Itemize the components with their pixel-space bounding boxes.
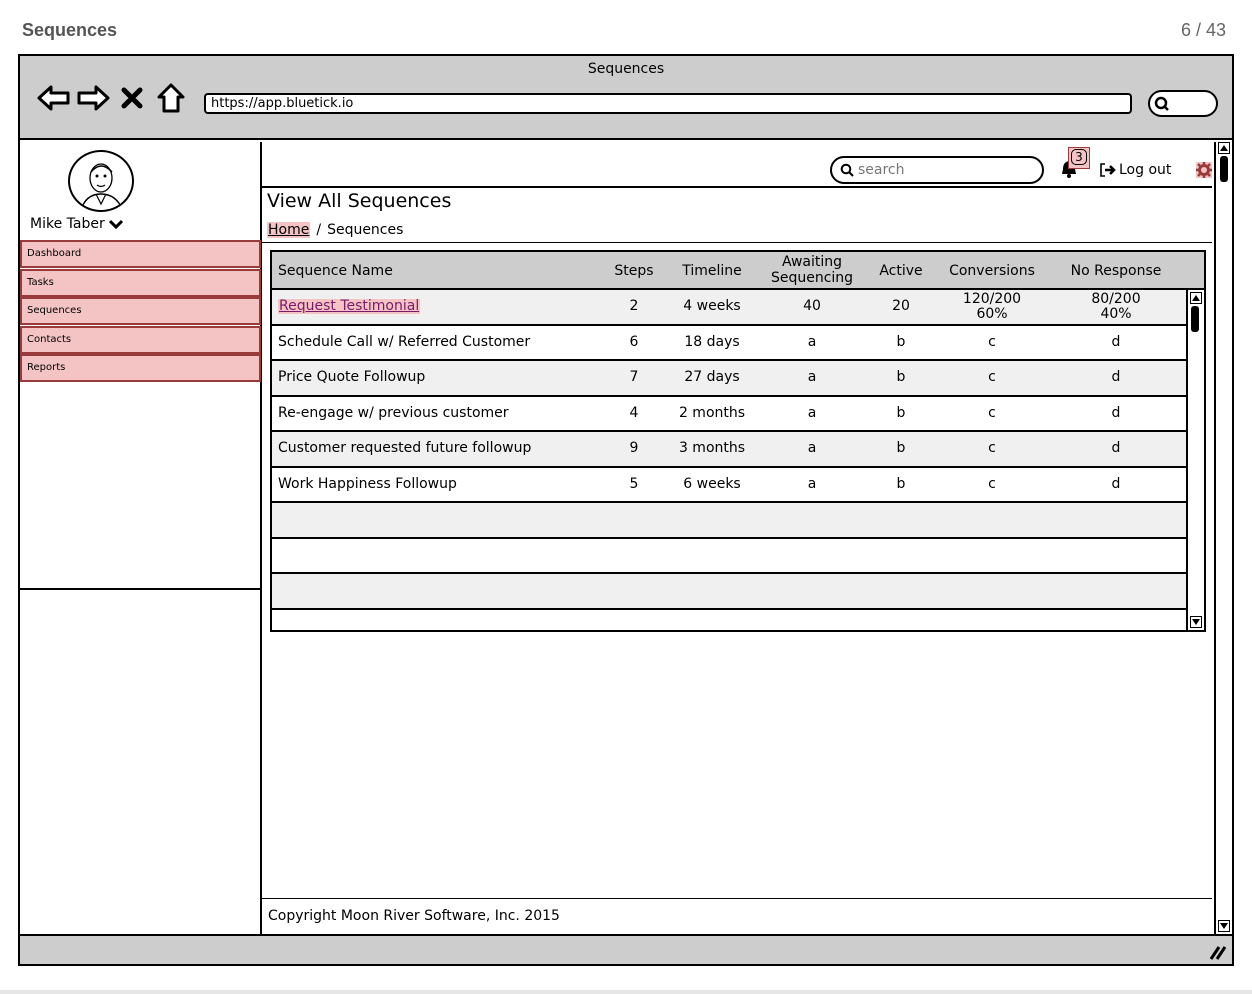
cell-steps: 7 (629, 369, 639, 386)
sidebar-item-dashboard[interactable]: Dashboard (20, 240, 261, 268)
sidebar-item-tasks[interactable]: Tasks (20, 269, 261, 297)
cell-active: b (896, 404, 906, 421)
app-header (262, 142, 1212, 188)
table-row[interactable] (272, 290, 1186, 326)
column-header-name[interactable]: Sequence Name (278, 263, 393, 279)
cell-awaiting: a (807, 475, 817, 492)
cell-conversions: c (988, 333, 996, 350)
gear-icon[interactable] (1196, 162, 1212, 178)
cell-name: Schedule Call w/ Referred Customer (278, 333, 531, 350)
sequence-link[interactable]: Request Testimonial (279, 298, 420, 315)
cell-active: b (896, 475, 906, 492)
cell-active: 20 (892, 298, 910, 315)
cell-steps: 5 (629, 475, 639, 492)
close-x-icon[interactable] (114, 80, 150, 116)
cell-active: b (896, 333, 906, 350)
sidebar (20, 142, 262, 590)
sidebar-lower-panel (20, 590, 262, 934)
chevron-down-icon (109, 219, 123, 229)
user-menu[interactable] (30, 216, 123, 232)
cell-awaiting: a (807, 440, 817, 457)
empty-table-row (272, 539, 1186, 575)
table-scrollbar[interactable] (1186, 290, 1204, 630)
cell-conversions: c (988, 440, 996, 457)
breadcrumb-separator: / (316, 222, 322, 238)
sidebar-item-contacts[interactable]: Contacts (20, 326, 261, 354)
cell-active: b (896, 369, 906, 386)
cell-awaiting: a (807, 369, 817, 386)
header-divider (262, 242, 1212, 243)
search-placeholder: search (858, 162, 905, 178)
cell-awaiting: 40 (803, 298, 821, 315)
main-panel (262, 142, 1212, 934)
status-bar (20, 934, 1232, 964)
scroll-down-icon[interactable] (1218, 920, 1230, 932)
back-arrow-icon[interactable] (36, 80, 72, 116)
logout-label: Log out (1119, 162, 1172, 178)
page-scrollbar[interactable] (1214, 142, 1232, 934)
logout-button[interactable] (1100, 162, 1171, 178)
empty-table-row (272, 503, 1186, 539)
cell-steps: 2 (629, 298, 639, 315)
breadcrumb-current: Sequences (327, 222, 404, 238)
forward-arrow-icon[interactable] (75, 80, 111, 116)
scroll-up-icon[interactable] (1190, 292, 1202, 304)
sidebar-item-sequences[interactable]: Sequences (20, 297, 261, 325)
search-icon (1154, 96, 1170, 112)
cell-timeline: 4 weeks (683, 298, 741, 315)
cell-no-response: d (1111, 475, 1121, 492)
breadcrumb (267, 222, 403, 238)
cell-no-response: d (1111, 404, 1121, 421)
page-scroll-thumb[interactable] (1220, 156, 1228, 182)
column-header-active[interactable]: Active (879, 263, 923, 279)
cell-timeline: 6 weeks (683, 475, 741, 492)
table-header (272, 252, 1204, 290)
cell-timeline: 3 months (678, 440, 746, 457)
cell-timeline: 2 months (678, 404, 746, 421)
cell-timeline: 27 days (684, 369, 740, 386)
breadcrumb-home-link[interactable]: Home (268, 222, 310, 238)
cell-name: Work Happiness Followup (278, 475, 457, 492)
scroll-down-icon[interactable] (1190, 616, 1202, 628)
table-row[interactable] (272, 361, 1186, 397)
home-icon[interactable] (153, 80, 189, 116)
bottom-divider (0, 990, 1252, 994)
cell-name: Re-engage w/ previous customer (278, 404, 509, 421)
cell-awaiting: a (807, 333, 817, 350)
url-bar[interactable]: https://app.bluetick.io (204, 93, 1132, 114)
cell-conversions: c (988, 369, 996, 386)
cell-steps: 4 (629, 404, 639, 421)
column-header-steps[interactable]: Steps (614, 263, 654, 279)
table-body (272, 290, 1186, 610)
cell-conversions: c (988, 475, 996, 492)
cell-conversions: c (988, 404, 996, 421)
app-content (20, 142, 1232, 934)
cell-name: Customer requested future followup (278, 440, 532, 457)
resize-grip-icon[interactable] (1208, 944, 1226, 960)
cell-conversions: 120/200 60% (962, 290, 1022, 322)
column-header-awaiting[interactable]: Awaiting Sequencing (770, 254, 854, 286)
browser-window (18, 54, 1234, 966)
column-header-timeline[interactable]: Timeline (682, 263, 742, 279)
scroll-up-icon[interactable] (1218, 142, 1230, 154)
sequences-table (270, 250, 1206, 632)
avatar[interactable] (68, 150, 134, 212)
cell-steps: 6 (629, 333, 639, 350)
table-scroll-thumb[interactable] (1191, 306, 1199, 332)
cell-name: Price Quote Followup (278, 369, 426, 386)
user-name: Mike Taber (30, 216, 105, 232)
browser-chrome (20, 56, 1232, 140)
page-title: View All Sequences (267, 190, 452, 212)
search-input[interactable] (830, 156, 1044, 184)
table-row[interactable] (272, 432, 1186, 468)
window-title: Sequences (587, 61, 665, 77)
cell-no-response: d (1111, 333, 1121, 350)
table-row[interactable] (272, 468, 1186, 504)
search-icon (840, 163, 854, 177)
table-row[interactable] (272, 326, 1186, 362)
cell-no-response: d (1111, 440, 1121, 457)
column-header-conversions[interactable]: Conversions (949, 263, 1035, 279)
cell-awaiting: a (807, 404, 817, 421)
sidebar-item-reports[interactable]: Reports (20, 354, 261, 382)
slide-title: Sequences (22, 20, 118, 40)
cell-steps: 9 (629, 440, 639, 457)
browser-search-field[interactable] (1148, 90, 1218, 117)
column-header-no-response[interactable]: No Response (1070, 263, 1162, 279)
logout-icon (1100, 163, 1116, 177)
copyright-text: Copyright Moon River Software, Inc. 2015 (268, 908, 560, 924)
user-portrait-icon (70, 152, 134, 212)
cell-timeline: 18 days (684, 333, 740, 350)
empty-table-row (272, 574, 1186, 610)
cell-no-response: 80/200 40% (1091, 290, 1141, 322)
browser-nav (36, 80, 192, 116)
footer-divider (262, 898, 1212, 899)
cell-no-response: d (1111, 369, 1121, 386)
slide-counter: 6 / 43 (1180, 20, 1226, 40)
notification-badge: 3 (1068, 147, 1090, 169)
table-row[interactable] (272, 397, 1186, 433)
sidebar-menu (20, 240, 261, 383)
cell-active: b (896, 440, 906, 457)
